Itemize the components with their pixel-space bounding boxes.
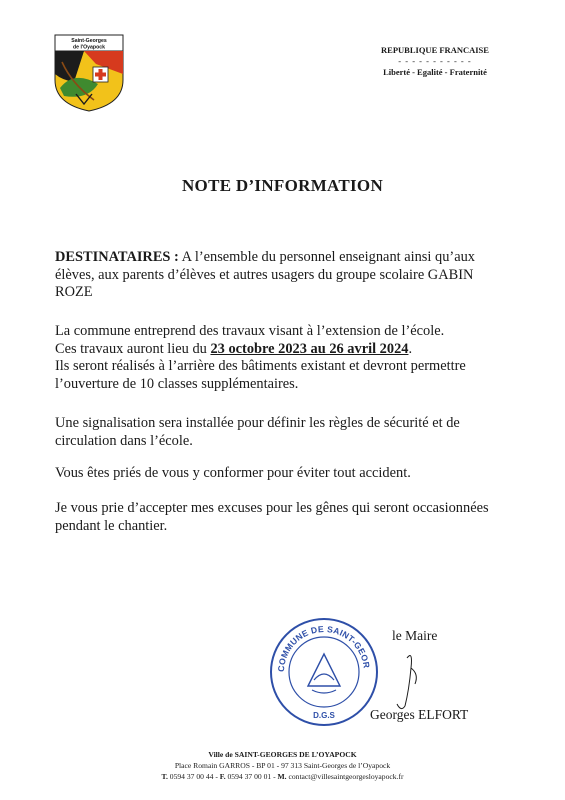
svg-text:COMMUNE DE SAINT-GEORGES DE L' bbox=[268, 616, 372, 672]
recipients-text: ROZE bbox=[55, 284, 93, 300]
signatory-name: Georges ELFORT bbox=[370, 707, 469, 722]
footer-email-link[interactable]: contact@villesaintgeorgesloyapock.fr bbox=[286, 772, 404, 781]
footer-fax: 0594 37 00 01 - bbox=[225, 772, 278, 781]
works-dates: 23 octobre 2023 au 26 avril 2024 bbox=[210, 340, 409, 357]
works-line: La commune entreprend des travaux visant à l’extension de l’école. bbox=[55, 323, 445, 339]
town-crest-logo bbox=[54, 34, 124, 112]
signage-line: circulation dans l’école. bbox=[55, 432, 193, 449]
footer-town: Ville de SAINT-GEORGES DE L’OYAPOCK bbox=[208, 750, 357, 759]
republic-motto: Liberté - Egalité - Fraternité bbox=[383, 67, 487, 77]
republic-name: REPUBLIQUE FRANCAISE bbox=[381, 45, 489, 55]
recipients-text: élèves, aux parents d’élèves et autres usagers du groupe scolaire GABIN bbox=[55, 266, 474, 283]
footer-contacts bbox=[0, 771, 565, 782]
crest-town-text: Saint-Georges bbox=[71, 38, 107, 44]
document-title: NOTE D’INFORMATION bbox=[181, 176, 384, 195]
footer-tel: 0594 37 00 44 - bbox=[167, 772, 220, 781]
footer-mail-label: M. bbox=[277, 772, 287, 781]
apology-line: pendant le chantier. bbox=[55, 517, 168, 534]
footer-address: Place Romain GARROS - BP 01 - 97 313 Saint-Georges de l’Oyapock bbox=[174, 761, 391, 770]
stamp-bottom-text: D.G.S bbox=[313, 711, 335, 720]
recipients-label: DESTINATAIRES : bbox=[55, 249, 179, 265]
works-line: Ces travaux auront lieu du bbox=[55, 340, 211, 357]
comply-paragraph: Vous êtes priés de vous y conformer pour éviter tout accident. bbox=[55, 465, 411, 481]
recipients-paragraph bbox=[55, 249, 525, 302]
works-line: . bbox=[408, 340, 413, 357]
crest-town-text: de l'Oyapock bbox=[72, 44, 106, 51]
signatory-role: le Maire bbox=[392, 628, 438, 643]
republic-header bbox=[360, 45, 510, 78]
works-line: l’ouverture de 10 classes supplémentaires. bbox=[55, 375, 299, 392]
page-footer bbox=[0, 749, 565, 782]
footer-tel-label: T. bbox=[161, 772, 168, 781]
works-line: Ils seront réalisés à l’arrière des bâtiments existant et devront permettre bbox=[55, 358, 466, 374]
footer-fax-label: F. bbox=[219, 772, 226, 781]
apology-line: Je vous prie d’accepter mes excuses pour les gênes qui seront occasionnées bbox=[55, 500, 489, 516]
apology-paragraph bbox=[55, 500, 525, 535]
works-paragraph bbox=[55, 323, 525, 393]
recipients-text: A l’ensemble du personnel enseignant ainsi qu’aux bbox=[178, 249, 475, 265]
header-divider: - - - - - - - - - - - bbox=[398, 56, 472, 66]
town-stamp bbox=[268, 616, 380, 728]
signage-line: Une signalisation sera installée pour définir les règles de sécurité et de bbox=[55, 415, 460, 431]
signage-paragraph bbox=[55, 415, 525, 450]
stamp-text: COMMUNE DE SAINT-GEOR bbox=[275, 623, 372, 673]
